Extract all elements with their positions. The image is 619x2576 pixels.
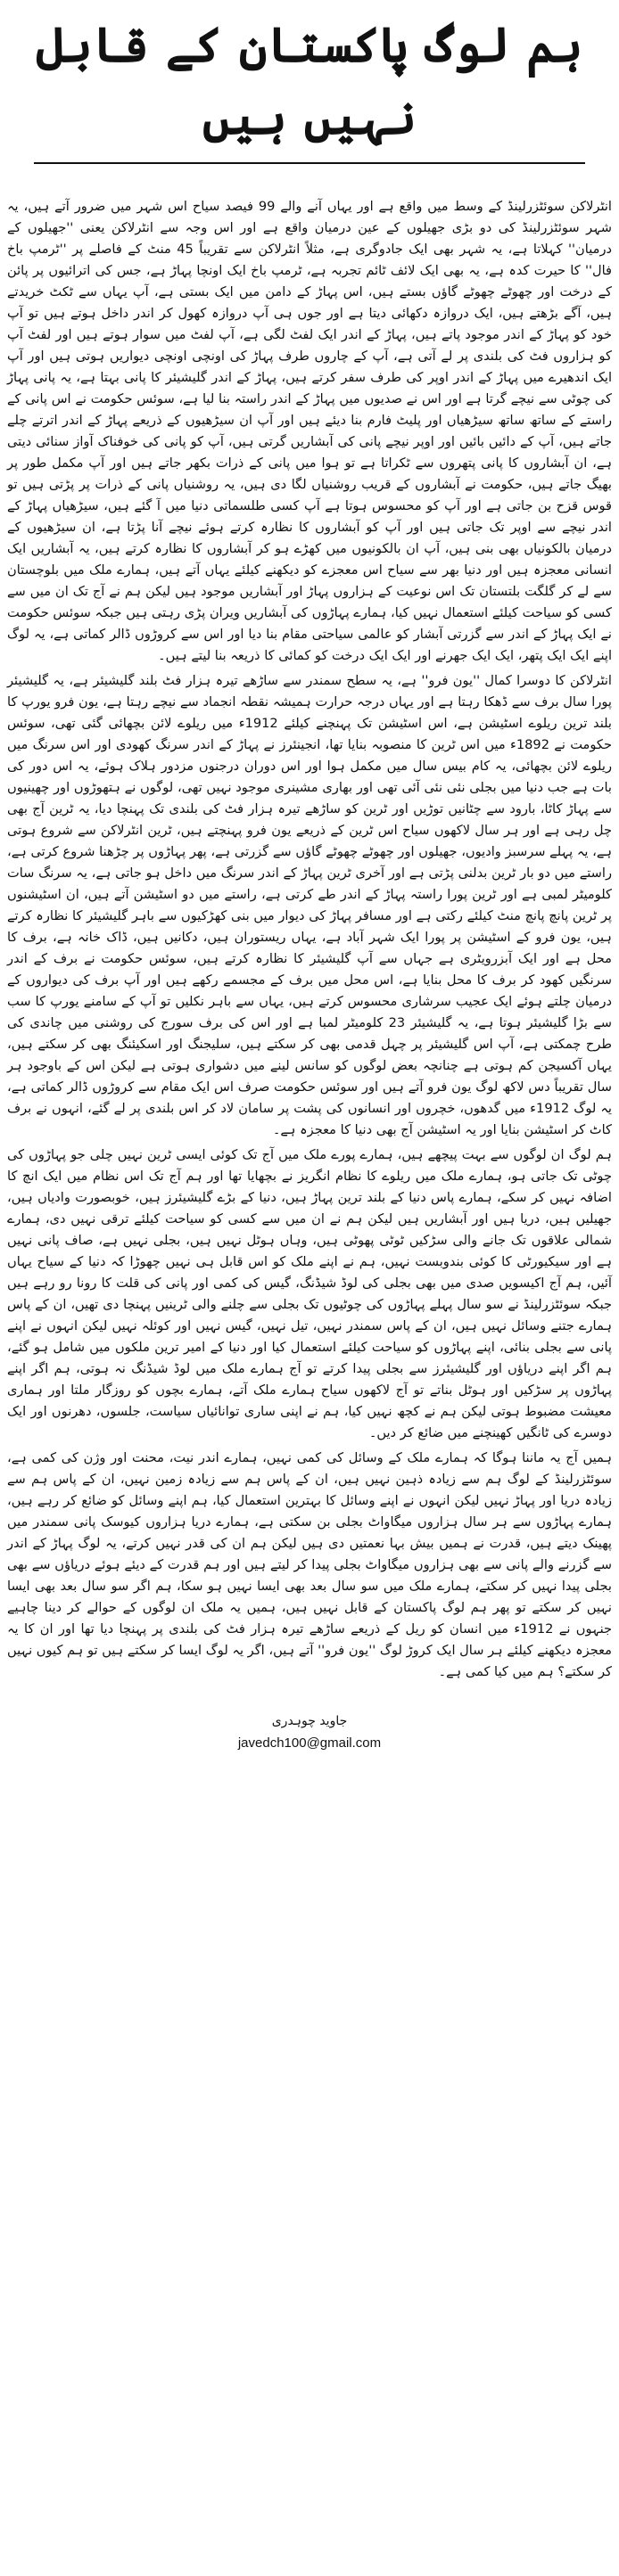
article-title: ہم لوگ پاکستان کے قابل نہیں ہیں <box>36 16 583 145</box>
signature <box>0 1710 619 1772</box>
paragraph: انٹرلاکن کا دوسرا کمال ''یون فرو'' ہے، یہ سطح سمندر سے ساڑھے تیرہ ہزار فٹ بلند گلیشیئر ہے، یہ گلیشیئر پورا سال برف سے ڈھکا رہتا ہے اور یہاں درجہ حرارت ہمیشہ نقطہ انجماد سے نیچے رہتا ہے، یون فرو یورپ کا بلند ترین ریلوے اسٹیشن ہے، اس اسٹیشن تک پہنچنے کیلئے 1912ء میں ریلوے لائن بچھائی گئی تھی، سوئس حکومت نے 1892ء میں اس ٹرین کا منصوبہ بنایا تھا، انجینئرز نے پہاڑ کے اندر سرنگ کھودی اور اس سرنگ میں ریلوے لائن بچھائی، یہ کام بیس سال میں مکمل ہوا اور اس دوران درجنوں مزدور ہلاک ہوئے، یہ اس دور کی بات ہے جب دنیا میں بجلی نئی نئی آئی تھی اور بھاری مشینری موجود نہیں تھی، لوگوں نے ہتھوڑوں اور چھینیوں سے پہاڑ کاٹا، بارود سے چٹانیں توڑیں اور ٹرین کو ساڑھے تیرہ ہزار فٹ کی بلندی تک پہنچا دیا، یہ ٹرین آج بھی چل رہی ہے اور ہر سال لاکھوں سیاح اس ٹرین کے ذریعے یون فرو پہنچتے ہیں، ٹرین انٹرلاکن سے شروع ہوتی ہے، یہ پہلے سرسبز وادیوں، جھیلوں اور چھوٹے چھوٹے گاؤں سے گزرتی ہے، پھر پہاڑوں پر چڑھنا شروع کرتی ہے، راستے میں دو بار ٹرین بدلنی پڑتی ہے اور آخری ٹرین پہاڑ کے اندر سرنگ میں داخل ہو جاتی ہے، یہ سرنگ سات کلومیٹر لمبی ہے اور ٹرین پورا راستہ پہاڑ کے اندر طے کرتی ہے، راستے میں دو اسٹیشن آتے ہیں، ان اسٹیشنوں پر ٹرین پانچ پانچ منٹ کیلئے رکتی ہے اور مسافر پہاڑ کی دیوار میں بنی کھڑکیوں سے باہر گلیشیئر کا نظارہ کرتے ہیں، یون فرو کے اسٹیشن پر پورا ایک شہر آباد ہے، یہاں ریستوران ہیں، دکانیں ہیں، ڈاک خانہ ہے، برف کا محل ہے اور ایک آبزرویٹری ہے جہاں سے آپ گلیشیئر کا نظارہ کرتے ہیں، سوئس حکومت نے برف کے اندر سرنگیں کھود کر برف کا محل بنایا ہے، اس محل میں برف کے مجسمے رکھے ہیں اور آپ برف کی دیواروں کے درمیان چلتے ہوئے ایک عجیب سرشاری محسوس کرتے ہیں، یہاں سے باہر نکلیں تو آپ کے سامنے یورپ کا سب سے بڑا گلیشیئر ہوتا ہے، یہ گلیشیئر 23 کلومیٹر لمبا ہے اور اس کی برف سورج کی روشنی میں چاندی کی طرح چمکتی ہے، آپ اس گلیشیئر پر چہل قدمی بھی کر سکتے ہیں، سلیجنگ اور اسکیئنگ بھی کر سکتے ہیں، یہاں آکسیجن کم ہوتی ہے چنانچہ بعض لوگوں کو سانس لینے میں دشواری ہوتی ہے لیکن اس کے باوجود ہر سال تقریباً دس لاکھ لوگ یون فرو آتے ہیں اور سوئس حکومت صرف اس ایک مقام سے کروڑوں ڈالر کماتی ہے، یہ لوگ 1912ء میں گدھوں، خچروں اور انسانوں کی پشت پر سامان لاد کر اس بلندی پر لے گئے، انہوں نے برف کاٹ کر اسٹیشن بنایا اور یہ اسٹیشن آج بھی دنیا کا معجزہ ہے۔ <box>7 673 612 1137</box>
paragraph: ہم لوگ ان لوگوں سے بہت پیچھے ہیں، ہمارے پورے ملک میں آج تک کوئی ایسی ٹرین نہیں چلی جو پہاڑوں کی چوٹی تک جاتی ہو، ہمارے ملک میں ریلوے کا نظام انگریز نے بچھایا تھا اور ہم آج تک اس نظام میں ایک انچ کا اضافہ نہیں کر سکے، ہمارے پاس دنیا کے بلند ترین پہاڑ ہیں، دنیا کے بڑے گلیشیئرز ہیں، خوبصورت وادیاں ہیں، جھیلیں ہیں، دریا ہیں اور آبشاریں ہیں لیکن ہم نے ان میں سے کسی کو سیاحت کیلئے ترقی نہیں دی، ہمارے شمالی علاقوں تک جانے والی سڑکیں ٹوٹی پھوٹی ہیں، وہاں ہوٹل نہیں ہیں، بجلی نہیں ہے، صاف پانی نہیں ہے اور سیکیورٹی کا کوئی بندوبست نہیں، ہم نے اپنے ملک کو اس قابل ہی نہیں چھوڑا کہ دنیا کے سیاح یہاں آئیں، ہم آج اکیسویں صدی میں بھی بجلی کی لوڈ شیڈنگ، گیس کی کمی اور پانی کی قلت کا رونا رو رہے ہیں جبکہ سوئٹزرلینڈ نے سو سال پہلے پہاڑوں کی چوٹیوں تک بجلی سے چلنے والی ٹرینیں پہنچا دی تھیں، ان کے پاس ہمارے جتنے وسائل نہیں ہیں، ان کے پاس سمندر نہیں، تیل نہیں، گیس نہیں اور کوئلہ نہیں لیکن انہوں نے اپنے پانی سے بجلی بنائی، اپنے پہاڑوں کو سیاحت کیلئے استعمال کیا اور دنیا کے امیر ترین ملکوں میں شامل ہو گئے، ہم اگر اپنے دریاؤں اور گلیشیئرز سے بجلی پیدا کرتے تو آج ہمارے ملک میں لوڈ شیڈنگ نہ ہوتی، ہم اگر اپنے پہاڑوں پر سڑکیں اور ہوٹل بناتے تو آج لاکھوں سیاح ہمارے ملک آتے، ہمارے بچوں کو روزگار ملتا اور ہماری معیشت مضبوط ہوتی لیکن ہم نے کچھ نہیں کیا، ہم نے اپنی ساری توانائیاں سیاست، جلسوں، دھرنوں اور ایک دوسرے کی ٹانگیں کھینچنے میں ضائع کر دیں۔ <box>7 1147 612 1440</box>
author-name: جاوید چوہدری <box>271 1714 348 1728</box>
author-email[interactable]: javedch100@gmail.com <box>237 1735 382 1751</box>
article-body <box>7 196 612 1683</box>
paragraph: ہمیں آج یہ ماننا ہوگا کہ ہمارے ملک کے وسائل کی کمی نہیں، ہمارے اندر نیت، محنت اور وژن کی کمی ہے، سوئٹزرلینڈ کے لوگ ہم سے زیادہ ذہین نہیں ہیں، ان کے پاس ہم سے زیادہ زمین نہیں، ان کے پاس ہم سے زیادہ دریا اور پہاڑ نہیں لیکن انہوں نے اپنے وسائل کا بہترین استعمال کیا، ہم اپنے وسائل کو ضائع کر رہے ہیں، ہمارے پہاڑوں سے ہر سال ہزاروں میگاواٹ بجلی بن سکتی ہے، ہمارے دریا ہزاروں کیوسک پانی سمندر میں پھینک دیتے ہیں، قدرت نے ہمیں بیش بہا نعمتیں دی ہیں لیکن ہم ان کی قدر نہیں کرتے، یہ لوگ پہاڑ کے اندر سے گزرنے والے پانی سے بھی ہزاروں میگاواٹ بجلی پیدا کر لیتے ہیں اور ہم قدرت کے دیئے ہوئے دریاؤں سے بھی بجلی پیدا نہیں کر سکتے، ہمارے ملک میں سو سال بعد بھی ایسا نہیں ہو سکا، ہم اگر سو سال بعد بھی ایسا نہیں کر سکتے تو پھر ہم لوگ پاکستان کے قابل نہیں ہیں، ہمیں یہ ملک ان لوگوں کے حوالے کر دینا چاہیے جنہوں نے 1912ء میں انسان کو ریل کے ذریعے ساڑھے تیرہ ہزار فٹ کی بلندی پر پہنچا دیا تھا اور ان کا یہ معجزہ دیکھنے کیلئے ہر سال ایک کروڑ لوگ ''یون فرو'' آتے ہیں، اگر یہ لوگ ایسا کر سکتے ہیں تو ہم کیوں نہیں کر سکتے؟ ہم میں کیا کمی ہے۔ <box>7 1450 613 1679</box>
paragraph: انٹرلاکن سوئٹزرلینڈ کے وسط میں واقع ہے اور یہاں آنے والے 99 فیصد سیاح اس شہر میں ضرور آتے ہیں، یہ شہر سوئٹزرلینڈ کی دو بڑی جھیلوں کے عین درمیان واقع ہے اور اس وجہ سے انٹرلاکن یعنی ''جھیلوں کے درمیان'' کہلاتا ہے، یہ شہر بھی ایک جادوگری ہے، مثلاً انٹرلاکن سے تقریباً 45 منٹ کے فاصلے پر ''ٹرمپ باخ فال'' کا حیرت کدہ ہے، یہ بھی ایک لائف ٹائم تجربہ ہے، ٹرمپ باخ ایک اونچا پہاڑ ہے، جس کی اترائیوں پر پائن کے درخت اور چھوٹے چھوٹے گاؤں بستے ہیں، اس پہاڑ کے دامن میں ایک بستی ہے، آپ یہاں سے ٹکٹ خریدتے ہیں، آگے بڑھتے ہیں، ایک دروازہ دکھائی دیتا ہے اور جوں ہی آپ دروازہ کھول کر اندر داخل ہوتے ہیں تو آپ خود کو پہاڑ کے اندر موجود پاتے ہیں، پہاڑ کے اندر ایک لفٹ لگی ہے، آپ لفٹ میں سوار ہوتے ہیں اور لفٹ آپ کو ہزاروں فٹ کی بلندی پر لے آتی ہے، آپ کے چاروں طرف پہاڑ کی اونچی اونچی دیواریں ہوتی ہیں اور آپ ایک اندھیرے میں پہاڑ کے اندر اوپر کی طرف سفر کرتے ہیں، پہاڑ کے اندر گلیشیئر کا پانی بہتا ہے، یہ پانی پہاڑ کی چوٹی سے نیچے گرتا ہے اور اس نے صدیوں میں پہاڑ کے اندر راستہ بنا لیا ہے، سوئس حکومت نے اس پانی کے راستے کے ساتھ ساتھ سیڑھیاں اور پلیٹ فارم بنا دیئے ہیں اور آپ ان سیڑھیوں کے ذریعے پہاڑ کے اندر اترتے چلے جاتے ہیں، آپ کے دائیں بائیں اور اوپر نیچے پانی کی آبشاریں گرتی ہیں، آپ کو پانی کی خوفناک آواز سنائی دیتی ہے، ان آبشاروں کا پانی پتھروں سے ٹکراتا ہے تو ہوا میں پانی کے ذرات بکھر جاتے ہیں اور آپ مکمل طور پر بھیگ جاتے ہیں، حکومت نے آبشاروں کے قریب روشنیاں لگا دی ہیں، یہ روشنیاں پانی کے ذرات پر پڑتی ہیں تو قوس قزح بن جاتی ہے اور آپ کو محسوس ہوتا ہے آپ کسی طلسماتی دنیا میں آ گئے ہیں، سیڑھیاں پہاڑ کے اندر نیچے سے اوپر تک جاتی ہیں اور آپ کو آبشاروں کا نظارہ کرتے ہوئے نیچے آنا پڑتا ہے، ان سیڑھیوں کے درمیان بالکونیاں بھی بنی ہیں، آپ ان بالکونیوں میں کھڑے ہو کر آبشاروں کا نظارہ کرتے ہیں، یہ آبشاریں ایک انسانی معجزہ ہیں اور دنیا بھر سے سیاح اس معجزے کو دیکھنے کیلئے یہاں آتے ہیں، ہمارے ملک میں بلوچستان سے لے کر گلگت بلتستان تک اس نوعیت کے ہزاروں پہاڑ اور آبشاریں موجود ہیں لیکن ہم نے آج تک ان میں سے کسی کو سیاحت کیلئے استعمال نہیں کیا، ہمارے پہاڑوں کی آبشاریں ویران پڑی رہتی ہیں جبکہ سوئس حکومت نے ایک پہاڑ کے اندر سے گزرتی آبشار کو عالمی سیاحتی مقام بنا دیا اور اس سے کروڑوں ڈالر کماتی ہے، یہ لوگ اپنے ایک ایک پتھر، ایک ایک جھرنے اور ایک ایک درخت کو کمائی کا ذریعہ بنا لیتے ہیں۔ <box>7 199 612 663</box>
title-divider <box>34 162 585 164</box>
